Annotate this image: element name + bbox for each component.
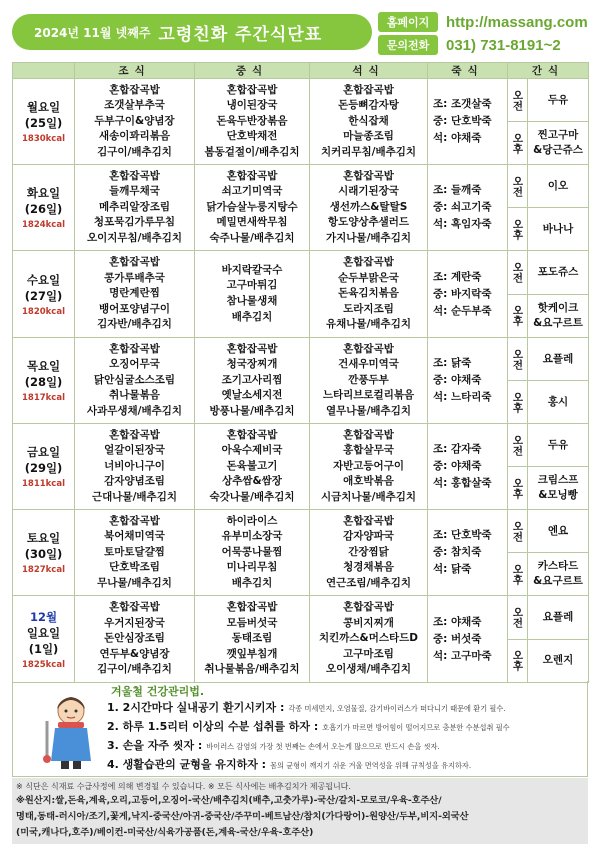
snack-am-item: 이오	[547, 179, 569, 192]
day-name: 목요일	[26, 359, 61, 373]
porridge-cell	[428, 338, 508, 424]
dinner-item: 느타리브로컬리볶음	[322, 389, 415, 402]
breakfast-cell	[75, 251, 195, 338]
dinner-item: 치킨까스&머스타드D	[318, 632, 419, 645]
slot-am	[508, 251, 528, 295]
slot-am-label: 오전	[511, 348, 524, 370]
snack-pm-item: &요구르트	[533, 316, 583, 329]
dinner-item: 애호박볶음	[343, 475, 394, 488]
breakfast-item: 토마토달걀찜	[104, 545, 165, 558]
homepage-label: 홈페이지	[378, 12, 438, 32]
day-cell	[13, 424, 75, 510]
snack-am-item: 요플레	[542, 352, 574, 365]
dinner-item: 혼합잡곡밥	[343, 428, 394, 441]
tip-desc: 호흡기가 마르면 방어힘이 떨어지므로 충분한 수분섭취 필수	[322, 723, 510, 732]
snack-pm-item: 카스타드	[537, 560, 579, 572]
lunch-item: 옛날소세지전	[221, 389, 283, 402]
slot-am-label: 오전	[511, 606, 524, 628]
porridge-item: 석: 홍합살죽	[433, 477, 492, 489]
slot-pm-label: 오후	[511, 391, 524, 413]
contact-label: 문의전화	[378, 35, 438, 55]
dinner-item: 오이생채/배추김치	[326, 663, 411, 676]
day-date: (27일)	[24, 288, 63, 303]
lunch-item: 혼합잡곡밥	[226, 83, 278, 96]
breakfast-item: 단호박조림	[109, 561, 160, 574]
day-kcal: 1830kcal	[22, 134, 65, 144]
slot-am	[508, 510, 528, 553]
breakfast-cell	[75, 338, 195, 424]
slot-am-label: 오전	[511, 434, 524, 456]
snack-pm-item: &모닝빵	[538, 489, 578, 501]
day-kcal: 1817kcal	[22, 393, 65, 403]
tip-desc: 몸의 균형이 깨지기 쉬운 겨울 면역성을 위해 규칙성을 유지하자.	[270, 761, 472, 770]
weekly-menu-table	[12, 62, 589, 683]
month-label: 12월	[29, 609, 58, 624]
breakfast-item: 두부구이&양념장	[94, 114, 175, 127]
slot-am-label: 오전	[511, 175, 524, 197]
contact-row	[378, 35, 561, 55]
tip-desc: 바이러스 감염의 가장 첫 번째는 손에서 오는게 많으므로 반드시 손을 씻자.	[206, 742, 440, 751]
porridge-item: 조: 단호박죽	[433, 529, 492, 541]
slot-pm	[508, 467, 528, 510]
dinner-cell	[310, 424, 428, 510]
tip-title: 3. 손을 자주 씻자 :	[107, 739, 203, 752]
breakfast-item: 혼합잡곡밥	[109, 169, 160, 182]
dinner-item: 혼합잡곡밥	[343, 169, 394, 182]
slot-pm-label: 오후	[511, 305, 524, 327]
porridge-item: 조: 닭죽	[433, 357, 472, 369]
porridge-cell	[428, 596, 508, 683]
snack-pm-item: &요구르트	[533, 575, 583, 587]
lunch-cell	[195, 251, 310, 338]
day-name: 수요일	[26, 272, 61, 287]
slot-pm-label: 오후	[511, 563, 524, 585]
breakfast-item: 콩가루배추국	[104, 271, 165, 284]
day-row	[13, 424, 589, 467]
day-name: 토요일	[26, 531, 61, 545]
day-date: (25일)	[24, 116, 63, 130]
day-name: 화요일	[26, 186, 61, 200]
day-cell	[13, 510, 75, 596]
lunch-item: 고구마튀김	[226, 279, 278, 292]
page-title: 고령친화 주간식단표	[158, 24, 323, 45]
slot-pm-label: 오후	[511, 477, 524, 499]
snack-pm-item: 홍시	[547, 395, 569, 408]
snack-pm-item: &당근쥬스	[533, 144, 583, 156]
dinner-item: 돈등뼈감자탕	[338, 99, 399, 112]
snack-pm-cell	[528, 294, 589, 338]
breakfast-item: 김자반/배추김치	[97, 318, 172, 331]
day-row	[13, 338, 589, 381]
breakfast-item: 새송이꽈리볶음	[98, 130, 170, 143]
snack-am-cell	[528, 79, 589, 122]
slot-am	[508, 165, 528, 208]
snack-am-item: 엔요	[547, 524, 569, 537]
winter-girl-icon	[43, 691, 99, 771]
dinner-item: 열무나물/배추김치	[326, 404, 411, 417]
porridge-item: 중: 참치죽	[433, 546, 482, 558]
origin-line-2: 명태,동태-러시아/조기,꽃게,낙지-중국산/아귀-중국산/주꾸미-베트남산/참치(가다랑어)-원양산/두부,비지-외국산	[16, 811, 469, 822]
lunch-item: 조기고사리찜	[221, 373, 283, 386]
dinner-cell	[310, 251, 428, 338]
breakfast-cell	[75, 79, 195, 165]
snack-pm-cell	[528, 467, 589, 510]
day-cell	[13, 338, 75, 424]
breakfast-item: 김구이/배추김치	[97, 145, 172, 158]
lunch-cell	[195, 596, 310, 683]
day-kcal: 1820kcal	[22, 306, 65, 317]
dinner-item: 도라지조림	[343, 302, 394, 315]
porridge-item: 중: 야채죽	[433, 460, 482, 472]
breakfast-item: 닭안심굴소스조림	[93, 373, 176, 386]
dinner-item: 시래기된장국	[338, 185, 399, 198]
breakfast-cell	[75, 165, 195, 251]
day-cell	[13, 165, 75, 251]
dinner-item: 감자양파국	[343, 530, 394, 543]
snack-pm-cell	[528, 553, 589, 596]
porridge-item: 조: 야채죽	[433, 615, 482, 628]
tip-title: 1. 2시간마다 실내공기 환기시키자 :	[107, 701, 285, 714]
dinner-item: 치커리무침/배추김치	[320, 145, 417, 158]
table-header-row	[13, 63, 589, 79]
year-week: 2024년 11월 넷째주	[34, 25, 151, 40]
dinner-item: 혼합잡곡밥	[343, 342, 394, 355]
slot-pm-label: 오후	[511, 650, 524, 672]
footer-note: ※ 식단은 식재료 수급사정에 의해 변경될 수 있습니다. ※ 모든 식사에는 배추김치가 제공됩니다.	[16, 782, 351, 791]
dinner-cell	[310, 79, 428, 165]
day-row	[13, 596, 589, 640]
breakfast-item: 너비아니구이	[104, 459, 165, 472]
breakfast-item: 혼합잡곡밥	[109, 514, 160, 527]
dinner-item: 유채나물/배추김치	[326, 318, 411, 331]
dinner-item: 간장찜닭	[348, 545, 389, 558]
dinner-item: 혼합잡곡밥	[343, 601, 394, 614]
day-name: 월요일	[26, 100, 61, 114]
breakfast-item: 들깨무채국	[109, 185, 160, 198]
slot-pm	[508, 553, 528, 596]
lunch-cell	[195, 79, 310, 165]
slot-pm	[508, 639, 528, 683]
porridge-item: 조: 계란죽	[433, 270, 482, 283]
lunch-item: 단호박채전	[226, 130, 278, 143]
origin-line-3: (미국,캐나다,호주)/베이컨-미국산/식육가공품(돈,계육-국산/우육-호주산)	[16, 827, 314, 838]
breakfast-item: 얼갈이된장국	[104, 444, 165, 457]
lunch-cell	[195, 165, 310, 251]
day-kcal: 1824kcal	[22, 220, 65, 230]
porridge-cell	[428, 165, 508, 251]
day-kcal: 1827kcal	[22, 565, 65, 575]
day-kcal: 1811kcal	[22, 479, 65, 489]
tip-title: 4. 생활습관의 균형을 유지하자 :	[107, 758, 267, 771]
snack-am-item: 두유	[547, 93, 569, 106]
health-tips-list	[107, 699, 585, 775]
breakfast-item: 돈안심장조림	[104, 632, 165, 645]
dinner-item: 혼합잡곡밥	[343, 514, 394, 527]
header-breakfast: 조식	[75, 63, 195, 79]
breakfast-cell	[75, 510, 195, 596]
porridge-item: 석: 닭죽	[433, 563, 472, 575]
lunch-item: 냉이된장국	[226, 99, 278, 112]
breakfast-item: 뱅어포양념구이	[98, 302, 170, 315]
breakfast-item: 감자양념조림	[104, 475, 165, 488]
snack-pm-cell	[528, 381, 589, 424]
dinner-cell	[310, 596, 428, 683]
lunch-item: 취나물볶음/배추김치	[204, 663, 300, 676]
breakfast-cell	[75, 424, 195, 510]
day-cell	[13, 79, 75, 165]
slot-am	[508, 338, 528, 381]
day-row	[13, 165, 589, 208]
phone-number: 031) 731-8191~2	[446, 36, 561, 54]
snack-am-cell	[528, 596, 589, 640]
breakfast-item: 김구이/배추김치	[97, 663, 172, 676]
lunch-item: 모듬버섯국	[226, 616, 278, 629]
dinner-item: 건새우미역국	[338, 358, 399, 371]
snack-am-cell	[528, 510, 589, 553]
breakfast-item: 근대나물/배추김치	[92, 490, 177, 503]
health-tip	[107, 699, 585, 718]
breakfast-item: 혼합잡곡밥	[109, 428, 160, 441]
health-tip	[107, 756, 585, 775]
health-tip	[107, 718, 585, 737]
lunch-item: 돈육두반장볶음	[216, 114, 288, 127]
origin-line-1: ※원산지:쌀,돈육,계육,오리,고등어,오징어-국산/배추김치(배추,고춧가루)-국산/갈치-모로코/우육-호주산/	[16, 795, 442, 806]
snack-pm-cell	[528, 122, 589, 165]
porridge-item: 중: 단호박죽	[433, 115, 492, 127]
breakfast-item: 연두부&양념장	[99, 647, 170, 660]
title-banner	[12, 14, 372, 50]
lunch-item: 혼합잡곡밥	[226, 342, 278, 355]
porridge-item: 석: 느타리죽	[433, 391, 492, 403]
snack-am-item: 포도쥬스	[537, 265, 579, 278]
slot-pm	[508, 122, 528, 165]
day-cell	[13, 251, 75, 338]
dinner-item: 청경채볶음	[343, 561, 394, 574]
slot-pm-label: 오후	[511, 132, 524, 154]
footer	[12, 778, 588, 844]
breakfast-item: 명란계란찜	[109, 287, 160, 300]
dinner-item: 홍합살무국	[343, 444, 394, 457]
lunch-item: 상추쌈&쌈장	[222, 475, 282, 488]
breakfast-item: 무나물/배추김치	[97, 576, 172, 589]
dinner-cell	[310, 510, 428, 596]
lunch-item: 닭가슴살누룽지탕수	[206, 200, 298, 213]
lunch-item: 바지락칼국수	[221, 263, 283, 276]
porridge-item: 석: 야채죽	[433, 132, 482, 144]
breakfast-item: 혼합잡곡밥	[109, 342, 160, 355]
lunch-item: 미나리무침	[226, 561, 278, 574]
porridge-cell	[428, 251, 508, 338]
snack-pm-item: 핫케이크	[537, 301, 579, 314]
breakfast-item: 사과무생채/배추김치	[86, 404, 183, 417]
day-date: (1일)	[28, 641, 59, 656]
dinner-item: 생선까스&탈탈S	[329, 200, 408, 213]
tip-desc: 각종 미세먼지, 오염물질, 감기바이러스가 떠다니기 때문에 환기 필수.	[288, 704, 506, 713]
homepage-row	[378, 12, 588, 32]
breakfast-item: 메추리알장조림	[98, 200, 170, 213]
lunch-item: 메밀면새싹무침	[216, 216, 288, 229]
lunch-item: 숙갓나물/배추김치	[209, 490, 295, 503]
health-title: 겨울철 건강관리법.	[111, 685, 205, 698]
slot-pm	[508, 381, 528, 424]
day-row	[13, 251, 589, 295]
day-date: (28일)	[24, 375, 63, 389]
slot-pm	[508, 294, 528, 338]
dinner-item: 가지나물/배추김치	[326, 231, 411, 244]
snack-am-cell	[528, 251, 589, 295]
dinner-item: 자반고등어구이	[332, 459, 404, 472]
snack-pm-item: 크림스프	[537, 474, 579, 486]
porridge-cell	[428, 510, 508, 596]
dinner-cell	[310, 165, 428, 251]
lunch-cell	[195, 338, 310, 424]
lunch-item: 배추김치	[231, 576, 273, 589]
snack-pm-item: 오렌지	[542, 654, 574, 667]
lunch-item: 유부미소장국	[221, 530, 283, 543]
slot-pm-label: 오후	[511, 218, 524, 240]
dinner-item: 혼합잡곡밥	[343, 83, 394, 96]
dinner-cell	[310, 338, 428, 424]
breakfast-item: 청포묵김가루무침	[93, 216, 176, 229]
lunch-item: 숙주나물/배추김치	[209, 231, 295, 244]
snack-pm-item: 바나나	[542, 222, 574, 235]
header	[12, 8, 588, 58]
header-dinner: 석식	[310, 63, 428, 79]
porridge-item: 중: 버섯죽	[433, 632, 482, 645]
breakfast-item: 혼합잡곡밥	[109, 601, 160, 614]
lunch-item: 봄동겉절이/배추김치	[204, 145, 300, 158]
snack-pm-cell	[528, 639, 589, 683]
breakfast-item: 취나물볶음	[109, 389, 160, 402]
lunch-item: 혼합잡곡밥	[226, 428, 278, 441]
porridge-item: 조: 조갯살죽	[433, 98, 492, 110]
porridge-item: 석: 순두부죽	[433, 304, 492, 317]
lunch-cell	[195, 510, 310, 596]
dinner-item: 깐풍두부	[348, 373, 389, 386]
dinner-item: 혼합잡곡밥	[343, 256, 394, 269]
lunch-item: 배추김치	[231, 310, 273, 323]
header-lunch: 중식	[195, 63, 310, 79]
day-kcal: 1825kcal	[22, 659, 65, 670]
day-date: (30일)	[24, 547, 63, 561]
dinner-item: 마늘종조림	[343, 130, 394, 143]
header-day	[13, 63, 75, 79]
day-name: 금요일	[26, 445, 61, 459]
slot-pm	[508, 208, 528, 251]
breakfast-item: 우거지된장국	[104, 616, 165, 629]
breakfast-item: 오이지무침/배추김치	[86, 231, 183, 244]
porridge-item: 중: 야채죽	[433, 374, 482, 386]
day-cell	[13, 596, 75, 683]
dinner-item: 항도양상추샐러드	[327, 216, 410, 229]
header-porridge: 죽식	[428, 63, 508, 79]
slot-am	[508, 79, 528, 122]
snack-am-item: 두유	[547, 438, 569, 451]
lunch-item: 쇠고기미역국	[221, 185, 283, 198]
lunch-item: 어묵콩나물찜	[221, 545, 283, 558]
breakfast-item: 혼합잡곡밥	[109, 83, 160, 96]
porridge-cell	[428, 79, 508, 165]
breakfast-item: 혼합잡곡밥	[109, 256, 160, 269]
lunch-item: 돈육불고기	[226, 459, 278, 472]
health-tip	[107, 737, 585, 756]
slot-am-label: 오전	[511, 520, 524, 542]
dinner-item: 한식잡채	[348, 114, 389, 127]
breakfast-item: 북어채미역국	[104, 530, 165, 543]
lunch-item: 아욱수제비국	[221, 444, 283, 457]
lunch-item: 청국장찌개	[226, 358, 278, 371]
lunch-cell	[195, 424, 310, 510]
day-date: (29일)	[24, 461, 63, 475]
health-tips-box	[12, 681, 588, 777]
lunch-item: 깻잎부침개	[226, 647, 278, 660]
homepage-link[interactable]: http://massang.com	[446, 13, 588, 31]
slot-am	[508, 596, 528, 640]
lunch-item: 혼합잡곡밥	[226, 169, 278, 182]
snack-am-cell	[528, 165, 589, 208]
dinner-item: 시금치나물/배추김치	[320, 490, 417, 503]
breakfast-item: 오징어무국	[109, 358, 160, 371]
porridge-item: 석: 고구마죽	[433, 649, 492, 662]
slot-am	[508, 424, 528, 467]
header-snack: 간식	[508, 63, 589, 79]
dinner-item: 돈육김치볶음	[338, 287, 399, 300]
snack-am-item: 요플레	[542, 610, 574, 623]
porridge-item: 석: 흑임자죽	[433, 218, 492, 230]
lunch-item: 방풍나물/배추김치	[209, 404, 295, 417]
slot-am-label: 오전	[511, 89, 524, 111]
porridge-item: 중: 쇠고기죽	[433, 201, 492, 213]
snack-pm-item: 찐고구마	[537, 129, 579, 141]
tip-title: 2. 하루 1.5리터 이상의 수분 섭취를 하자 :	[107, 720, 319, 733]
dinner-item: 콩비지찌개	[343, 616, 394, 629]
breakfast-cell	[75, 596, 195, 683]
day-row	[13, 79, 589, 122]
slot-am-label: 오전	[511, 261, 524, 283]
dinner-item: 연근조림/배추김치	[326, 576, 411, 589]
breakfast-item: 조갯살부추국	[104, 99, 165, 112]
day-row	[13, 510, 589, 553]
dinner-item: 순두부맑은국	[338, 271, 399, 284]
day-date: (26일)	[24, 202, 63, 216]
lunch-item: 동태조림	[231, 632, 273, 645]
dinner-item: 고구마조림	[343, 647, 394, 660]
lunch-item: 참나물생채	[226, 295, 278, 307]
porridge-item: 중: 바지락죽	[433, 287, 492, 300]
day-name: 일요일	[26, 625, 61, 640]
snack-am-cell	[528, 424, 589, 467]
snack-pm-cell	[528, 208, 589, 251]
lunch-item: 하이라이스	[226, 514, 278, 527]
porridge-item: 조: 감자죽	[433, 443, 482, 455]
lunch-item: 혼합잡곡밥	[226, 601, 278, 614]
porridge-item: 조: 들깨죽	[433, 184, 482, 196]
porridge-cell	[428, 424, 508, 510]
snack-am-cell	[528, 338, 589, 381]
